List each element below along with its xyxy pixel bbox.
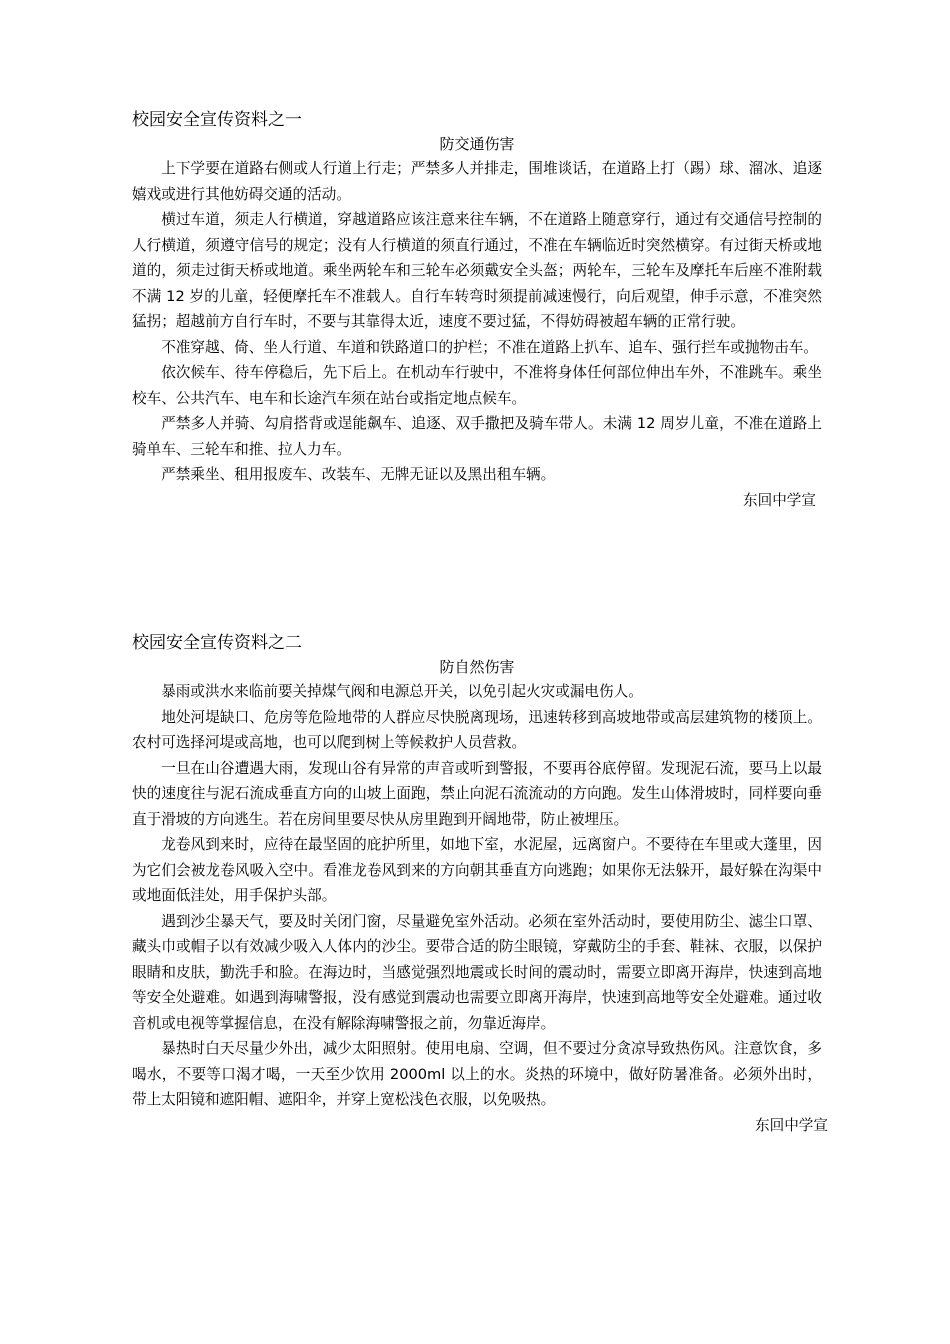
paragraph: 遇到沙尘暴天气，要及时关闭门窗，尽量避免室外活动。必须在室外活动时，要使用防尘、滤尘口罩、藏头巾或帽子以有效减少吸入人体内的沙尘。要带合适的防尘眼镜，穿戴防尘的手套、鞋袜、衣服，以保护眼睛和皮肤，勤洗手和脸。在海边时，当感觉强烈地震或长时间的震动时，需要立即离开海岸，快速到高地等安全处避难。如遇到海啸警报，没有感觉到震动也需要立即离开海岸，快速到高地等安全处避难。通过收音机或电视等掌握信息，在没有解除海啸警报之前，勿靠近海岸。 [132, 912, 822, 1032]
paragraph: 横过车道，须走人行横道，穿越道路应该注意来往车辆，不在道路上随意穿行，通过有交通信号控制的人行横道，须遵守信号的规定；没有人行横道的须直行通过，不准在车辆临近时突然横穿。有过街天桥或地道的，须走过街天桥或地道。乘坐两轮车和三轮车必须戴安全头盔；两轮车，三轮车及摩托车后座不准附载不满 12 岁的儿童，轻便摩托车不准载人。自行车转弯时须提前减速慢行，向后观望，伸手示意，不准突然猛拐；超越前方自行车时，不要与其靠得太近，速度不要过猛，不得妨碍被超车辆的正常行驶。 [132, 211, 822, 330]
paragraph: 依次候车、待车停稳后，先下后上。在机动车行驶中，不准将身体任何部位伸出车外，不准跳车。乘坐校车、公共汽车、电车和长途汽车须在站台或指定地点候车。 [132, 364, 822, 407]
paragraph: 龙卷风到来时，应待在最坚固的庇护所里，如地下室，水泥屋，远离窗户。不要待在车里或大蓬里，因为它们会被龙卷风吸入空中。看准龙卷风到来的方向朝其垂直方向逃跑；如果你无法躲开，最好躲在沟渠中或地面低洼处，用手保护头部。 [132, 836, 822, 904]
paragraph: 不准穿越、倚、坐人行道、车道和铁路道口的护栏；不准在道路上扒车、追车、强行拦车或抛物击车。 [161, 338, 818, 356]
paragraph: 上下学要在道路右侧或人行道上行走；严禁多人并排走，围堆谈话，在道路上打（踢）球、溜冰、追逐嬉戏或进行其他妨碍交通的活动。 [132, 160, 822, 203]
paragraph: 严禁乘坐、租用报废车、改装车、无牌无证以及黑出租车辆。 [161, 466, 556, 483]
paragraph: 暴热时白天尽量少外出，减少太阳照射。使用电扇、空调，但不要过分贪凉导致热伤风。注意饮食，多喝水，不要等口渴才喝，一天至少饮用 2000ml 以上的水。炎热的环境中，做好防暑准备。必须外出时，带上太阳镜和遮阳帽、遮阳伞，并穿上宽松浅色衣服，以免吸热。 [132, 1040, 822, 1108]
safety-section-traffic [132, 108, 822, 514]
section-heading: 校园安全宣传资料之二 [132, 633, 302, 653]
safety-section-natural [132, 631, 828, 1139]
paragraph: 一旦在山谷遭遇大雨，发现山谷有异常的声音或听到警报，不要再谷底停留。发现泥石流，要马上以最快的速度往与泥石流成垂直方向的山坡上面跑，禁止向泥石流流动的方向跑。发生山体滑坡时，同样要向垂直于滑坡的方向逃生。若在房间里要尽快从房里跑到开阔地带，防止被埋压。 [132, 759, 822, 828]
section-subtitle: 防交通伤害 [439, 135, 515, 153]
paragraph: 严禁多人并骑、勾肩搭背或逞能飙车、追逐、双手撒把及骑车带人。未满 12 周岁儿童，不准在道路上骑单车、三轮车和推、拉人力车。 [132, 415, 822, 458]
signature: 东回中学宣 [755, 1116, 828, 1134]
section-subtitle: 防自然伤害 [439, 658, 515, 676]
section-heading: 校园安全宣传资料之一 [132, 110, 302, 130]
paragraph: 暴雨或洪水来临前要关掉煤气阀和电源总开关，以免引起火灾或漏电伤人。 [161, 683, 643, 700]
paragraph: 地处河堤缺口、危房等危险地带的人群应尽快脱离现场，迅速转移到高坡地带或高层建筑物的楼顶上。农村可选择河堤或高地，也可以爬到树上等候救护人员营救。 [132, 708, 822, 751]
signature: 东回中学宣 [743, 491, 816, 509]
